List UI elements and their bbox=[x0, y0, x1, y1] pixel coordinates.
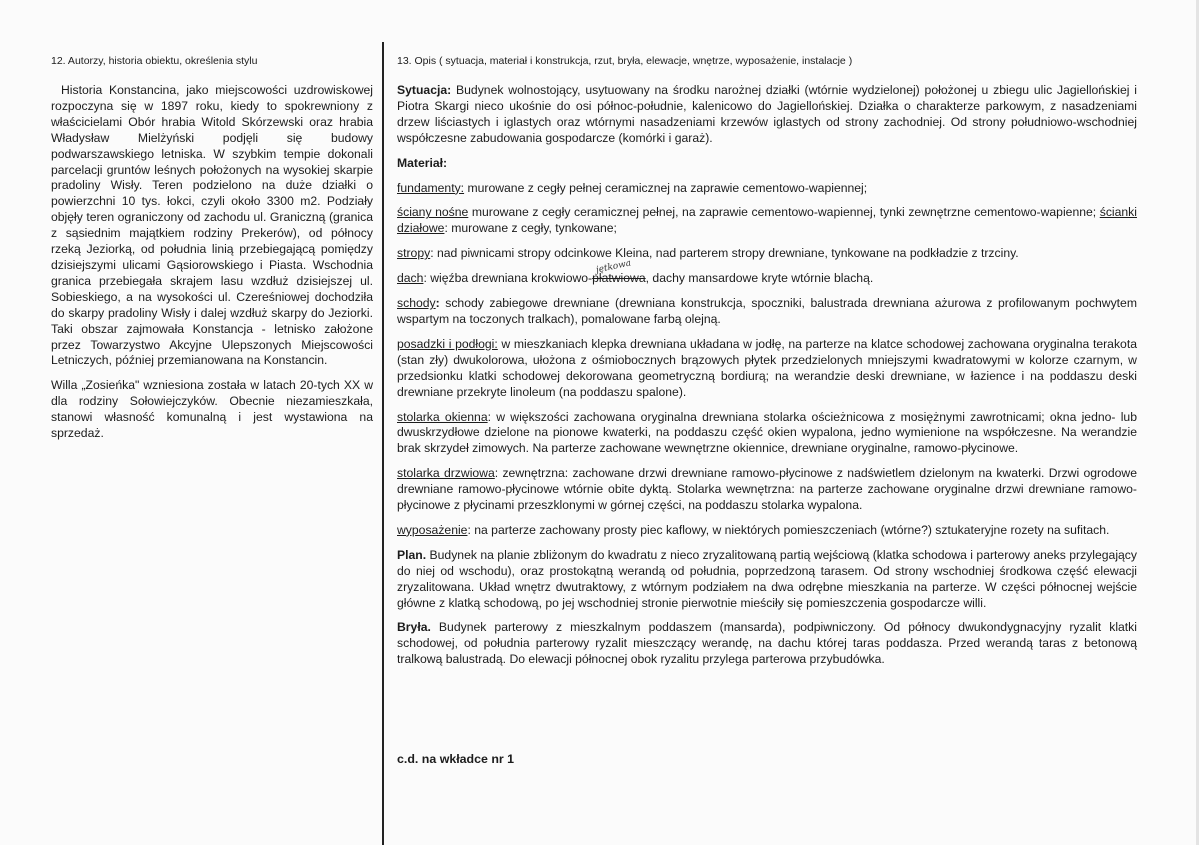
dach-correction bbox=[592, 258, 646, 286]
schody-label: schody bbox=[397, 296, 436, 311]
dach-struck-word: płatwiowa bbox=[592, 271, 646, 286]
sciany-label: ściany nośne bbox=[397, 205, 469, 220]
wyposazenie-text: : na parterze zachowany prosty piec kaflowy, w niektórych pomieszczeniach (wtórne?) sztukateryjne rozety na sufitach. bbox=[467, 522, 1110, 537]
stolarka-drzwiowa-label: stolarka drzwiowa bbox=[397, 466, 495, 481]
wyposazenie-paragraph bbox=[397, 523, 1137, 539]
section-12-header: 12. Autorzy, historia obiektu, określenia stylu bbox=[51, 55, 258, 67]
material-heading bbox=[397, 156, 1137, 172]
dach-handwritten-word: jętkowa bbox=[595, 258, 633, 276]
right-column bbox=[397, 54, 1137, 677]
schody-text: schody zabiegowe drewniane (drewniana konstrukcja, spoczniki, balustrada drewniana ażurowa z profilowanym pochwytem wspartym na toczonych tralkach), pomalowane farbą olejną. bbox=[397, 296, 1137, 326]
posadzki-paragraph bbox=[397, 337, 1137, 401]
posadzki-text: w mieszkaniach klepka drewniana układana w jodłę, na parterze na klatce schodowej zachowana oryginalna terakota (stan zły) dwukolorowa, ułożona z ośmiobocznych brązowych płytek przedzielonych mniejszymi kwadratowymi w kolorze czarnym, w przedsionku klatki schodowej dekorowana geometryczną bordiurą; na werandzie deski drewniane, w łazience i na poddaszu deski drewniane przekryte linoleum (na poddaszu spalone). bbox=[397, 336, 1137, 399]
fundamenty-label: fundamenty: bbox=[397, 180, 465, 195]
history-paragraph-1: Historia Konstancina, jako miejscowości uzdrowiskowej rozpoczyna się w 1897 roku, kiedy to spokrewniony z właścicielami Obór hrabia Witold Skórzewski oraz hrabia Władysław Mielżyński podjęli się budowy podwarszawskiego letniska. W szybkim tempie dokonali parcelacji gruntów leśnych położonych na wysokiej skarpie pradoliny Wisły. Teren podzielono na duże działki o powierzchni 10 tys. łokci, czyli około 3300 m2. Podziały objęły teren ograniczony od zachodu ul. Graniczną (granica z sąsiednim majątkiem rodziny Prekerów), od północy rzeką Jeziorką, od południa linią przebiegającą pomiędzy dzisiejszymi ulicami Gąsiorowskiego i Piasta. Wschodnia granica przebiegała skrajem lasu wzdłuż dzisiejszej ul. Sobieskiego, a na wysokości ul. Czereśniowej dochodziła do skarpy pradoliny Wisły i dalej wzdłuż skarpy do Jeziorki. Taki obszar zajmowała Konstancja - letnisko założone przez Towarzystwo Akcyjne Ulepszonych Miejscowości Letniczych, później przemianowana na Konstancin. bbox=[51, 83, 373, 368]
dach-text-a: : więźba drewniana krokwiowo- bbox=[423, 271, 593, 286]
dach-label: dach bbox=[397, 271, 424, 286]
column-divider bbox=[382, 42, 384, 845]
continuation-note: c.d. na wkładce nr 1 bbox=[397, 752, 515, 766]
posadzki-label: posadzki i podłogi: bbox=[397, 336, 498, 351]
material-label: Materiał: bbox=[397, 155, 448, 170]
stropy-text: : nad piwnicami stropy odcinkowe Kleina, nad parterem stropy drewniane, tynkowane na podkładzie z trzciny. bbox=[430, 246, 1019, 261]
stolarka-drzwiowa-text: : zewnętrzna: zachowane drzwi drewniane ramowo-płycinowe z nadświetlem dzielonym na kwaterki. Drzwi ogrodowe drewniane ramowo-płycinowe wtórnie obite dyktą. Stolarka wewnętrzna: na parterze zachowane oryginalne drzwi drewniane ramowo-płycinowe z płycinami przeszklonymi w górnej części, na poddaszu stolarka wypalona. bbox=[397, 466, 1138, 513]
stolarka-okienna-label: stolarka okienna bbox=[397, 409, 488, 424]
plan-text: Budynek na planie zbliżonym do kwadratu z nieco zryzalitowaną partią wejściową (klatka schodowa i parterowy aneks przylegający do niej od wschodu), oraz prostokątną werandą od południa, poprzedzoną tarasem. Od strony wschodniej środkowa część elewacji zryzalitowana. Układ wnętrz dwutraktowy, z wtórnym podziałem na dwa odrębne mieszkania na parterze. W części północnej wejście główne z klatką schodową, po jej wschodniej stronie pierwotnie mieściły się pomieszczenia gospodarcze willi. bbox=[397, 547, 1137, 610]
bryla-text: Budynek parterowy z mieszkalnym poddaszem (mansarda), podpiwniczony. Od północy dwukondygnacyjny ryzalit klatki schodowej, od południa parterowy ryzalit mieszczący werandę, na dachu której taras poddasza. Przed werandą taras z betonową tralkową balustradą. Do elewacji północnej obok ryzalitu przylega parterowa przybudówka. bbox=[397, 620, 1137, 667]
plan-paragraph bbox=[397, 548, 1137, 612]
stropy-paragraph bbox=[397, 246, 1137, 262]
sciany-text: murowane z cegły ceramicznej pełnej, na zaprawie cementowo-wapiennej, tynki zewnętrzne cementowo-wapienne; bbox=[468, 205, 1100, 220]
sytuacja-text: Budynek wolnostojący, usytuowany na środku narożnej działki (wtórnie wydzielonej) położonej u zbiegu ulic Jagiellońskiej i Piotra Skargi nieco ukośnie do osi północ-południe, kalenicowo do Jagiellońskiej. Działka o charakterze parkowym, z nasadzeniami drzew liściastych i iglastych oraz wtórnymi nasadzeniami krzewów iglastych od strony zachodniej. Od strony południowo-wschodniej współczesne zabudowania gospodarcze (komórki i garaż). bbox=[397, 83, 1137, 145]
section-13-header: 13. Opis ( sytuacja, materiał i konstrukcja, rzut, bryła, elewacje, wnętrze, wyposażenie, instalacje ) bbox=[397, 55, 853, 67]
stropy-label: stropy bbox=[397, 246, 431, 261]
sciany-paragraph bbox=[397, 205, 1137, 237]
fundamenty-text: murowane z cegły pełnej ceramicznej na zaprawie cementowo-wapiennej; bbox=[464, 180, 868, 195]
bryla-paragraph bbox=[397, 620, 1137, 668]
dach-paragraph bbox=[397, 258, 1137, 287]
schody-paragraph bbox=[397, 296, 1137, 328]
history-paragraph-2: Willa „Zosieńka" wzniesiona została w latach 20-tych XX w dla rodziny Sołowiejczyków. Obecnie niezamieszkała, stanowi własność komunalną i jest wystawiona na sprzedaż. bbox=[51, 378, 373, 441]
sytuacja-label: Sytuacja: bbox=[397, 83, 452, 97]
bryla-label: Bryła. bbox=[397, 620, 431, 635]
wyposazenie-label: wyposażenie bbox=[397, 522, 468, 537]
stolarka-okienna-text: : w większości zachowana oryginalna drewniana stolarka ościeżnicowa z mosiężnymi zawrotnicami; okna jedno- lub dwuskrzydłowe dzielone na pionowe kwaterki, na poddaszu część okien wypalona, jedno wymienione na współczesne. Na werandzie brak skrzydeł zimowych. Na parterze zachowane wewnętrzne okiennice, drewniane oryginalne, ramowo-płycinowe. bbox=[397, 409, 1137, 456]
scianki-text: : murowane z cegły, tynkowane; bbox=[444, 221, 617, 236]
schody-colon: : bbox=[435, 296, 440, 311]
fundamenty-paragraph bbox=[397, 181, 1137, 197]
plan-label: Plan. bbox=[397, 547, 427, 562]
sytuacja-paragraph bbox=[397, 83, 1137, 147]
dach-text-b: , dachy mansardowe kryte wtórnie blachą. bbox=[645, 271, 874, 286]
stolarka-drzwiowa-paragraph bbox=[397, 466, 1137, 514]
scianki-label: ścianki działowe bbox=[397, 205, 1137, 236]
left-column bbox=[51, 54, 373, 451]
stolarka-okienna-paragraph bbox=[397, 410, 1137, 458]
